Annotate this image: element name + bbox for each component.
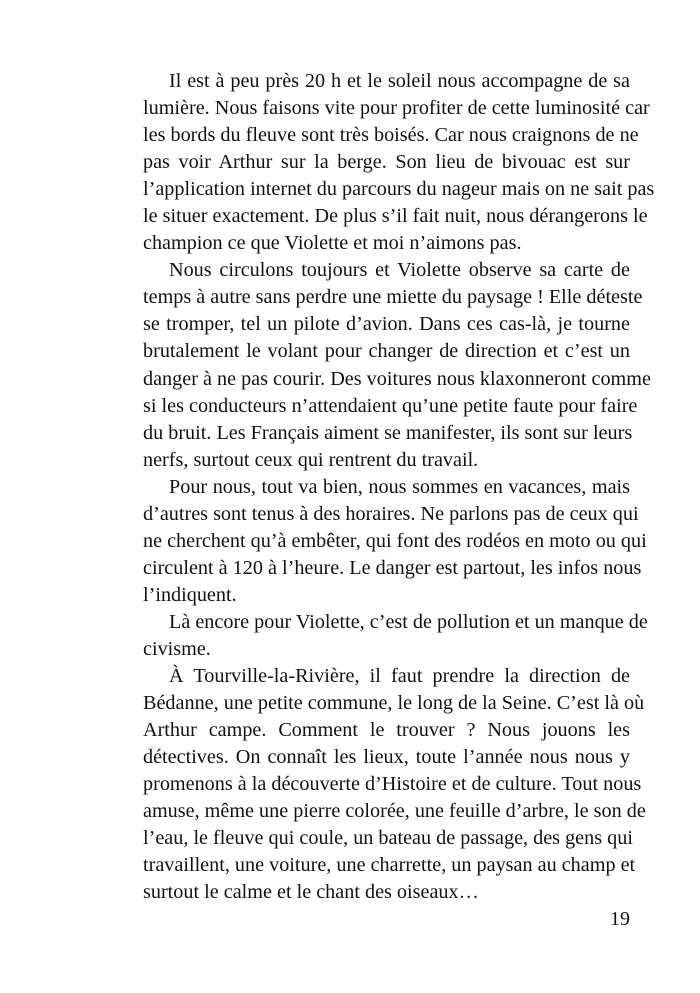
- text-line: Nous circulons toujours et Violette observe sa carte de: [169, 259, 630, 282]
- text-line: détectives. On connaît les lieux, toute l’année nous nous y: [143, 746, 630, 769]
- text-line: Pour nous, tout va bien, nous sommes en vacances, mais: [169, 475, 630, 498]
- text-line: Arthur campe. Comment le trouver ? Nous jouons les: [143, 719, 630, 742]
- text-line: promenons à la découverte d’Histoire et de culture. Tout nous: [143, 773, 642, 796]
- text-line: civisme.: [143, 637, 211, 660]
- text-line: ne cherchent qu’à embêter, qui font des rodéos en moto ou qui: [143, 529, 647, 552]
- page-number: 19: [610, 908, 630, 930]
- text-line: pas voir Arthur sur la berge. Son lieu de bivouac est sur: [143, 151, 630, 174]
- text-line: surtout le calme et le chant des oiseaux…: [143, 881, 479, 904]
- text-line: champion ce que Violette et moi n’aimons pas.: [143, 232, 522, 255]
- text-line: circulent à 120 à l’heure. Le danger est partout, les infos nous: [143, 556, 642, 579]
- text-line: se tromper, tel un pilote d’avion. Dans ces cas-là, je tourne: [143, 313, 630, 336]
- text-line: temps à autre sans perdre une miette du paysage ! Elle déteste: [143, 286, 643, 309]
- text-line: brutalement le volant pour changer de direction et c’est un: [143, 340, 630, 363]
- text-line: l’indiquent.: [143, 583, 237, 606]
- text-line: nerfs, surtout ceux qui rentrent du travail.: [143, 448, 479, 471]
- text-line: si les conducteurs n’attendaient qu’une petite faute pour faire: [143, 394, 638, 417]
- text-line: d’autres sont tenus à des horaires. Ne parlons pas de ceux qui: [143, 502, 639, 525]
- text-line: l’application internet du parcours du nageur mais on ne sait pas: [143, 178, 655, 201]
- text-line: Bédanne, une petite commune, le long de la Seine. C’est là où: [143, 692, 645, 715]
- text-line: amuse, même une pierre colorée, une feuille d’arbre, le son de: [143, 800, 646, 823]
- text-line: À Tourville-la-Rivière, il faut prendre la direction de: [169, 665, 630, 688]
- paragraph: [117, 257, 651, 473]
- text-line: du bruit. Les Français aiment se manifester, ils sont sur leurs: [143, 421, 633, 444]
- text-line: lumière. Nous faisons vite pour profiter de cette luminosité car: [143, 97, 650, 120]
- text-line: Là encore pour Violette, c’est de pollution et un manque de: [169, 610, 648, 633]
- body-text: [117, 68, 655, 906]
- paragraph: [117, 68, 655, 257]
- text-line: le situer exactement. De plus s’il fait nuit, nous dérangerons le: [143, 205, 648, 228]
- paragraph: [117, 663, 646, 906]
- paragraph: [117, 474, 647, 609]
- paragraph: [117, 609, 648, 663]
- text-line: les bords du fleuve sont très boisés. Car nous craignons de ne: [143, 124, 639, 147]
- text-line: travaillent, une voiture, une charrette, un paysan au champ et: [143, 854, 636, 877]
- text-line: danger à ne pas courir. Des voitures nous klaxonneront comme: [143, 367, 651, 390]
- text-line: Il est à peu près 20 h et le soleil nous accompagne de sa: [169, 70, 630, 92]
- text-line: l’eau, le fleuve qui coule, un bateau de passage, des gens qui: [143, 827, 633, 850]
